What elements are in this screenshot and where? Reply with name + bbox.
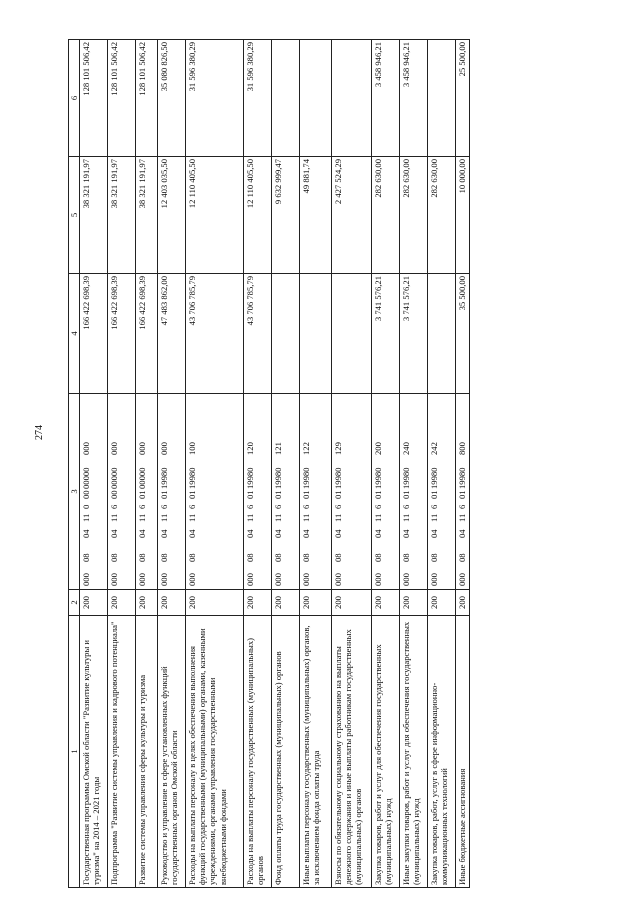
row-name: Закупка товаров, работ и услуг для обеспечения государственных (муниципальных) нужд: [372, 616, 400, 888]
column-number-row: [69, 40, 80, 888]
row-value-col6: 25 500,00: [456, 40, 470, 157]
code-part: 19980: [159, 467, 170, 489]
row-value-col5: 282 630,00: [428, 157, 456, 274]
code-part: 01: [245, 490, 256, 499]
row-value-col5: 38 321 191,97: [80, 157, 108, 274]
code-part: 6: [273, 504, 284, 509]
code-part: 242: [429, 442, 440, 455]
code-part: 19980: [245, 467, 256, 489]
column-header: 2: [69, 590, 80, 616]
row-classification-code: [136, 394, 158, 590]
row-value-col6: 128 101 506,42: [80, 40, 108, 157]
code-part: 6: [137, 504, 148, 509]
code-part: 000: [109, 442, 120, 455]
row-admin-code: 200: [136, 590, 158, 616]
code-part: 000: [401, 573, 412, 586]
code-part: 01: [401, 490, 412, 499]
column-header: 6: [69, 40, 80, 157]
row-admin-code: 200: [332, 590, 372, 616]
code-part: 0: [81, 504, 92, 509]
row-value-col6: 128 101 506,42: [136, 40, 158, 157]
row-admin-code: 200: [372, 590, 400, 616]
row-classification-code: [456, 394, 470, 590]
row-value-col6: [332, 40, 372, 157]
code-part: 19980: [333, 467, 344, 489]
code-part: 000: [81, 442, 92, 455]
row-value-col4: [428, 274, 456, 394]
table-row: [136, 40, 158, 888]
code-part: 01: [333, 490, 344, 499]
row-name: Иные выплаты персоналу государственных (муниципальных) органов, за исключением фонда оплаты труда: [300, 616, 332, 888]
code-part: 000: [273, 573, 284, 586]
code-part: 19980: [187, 467, 198, 489]
table-row: [108, 40, 136, 888]
code-part: 11: [457, 513, 468, 522]
code-part: 19980: [273, 467, 284, 489]
row-classification-code: [428, 394, 456, 590]
code-part: 08: [457, 553, 468, 562]
code-part: 08: [333, 553, 344, 562]
row-admin-code: 200: [272, 590, 300, 616]
row-value-col5: 38 321 191,97: [136, 157, 158, 274]
code-part: 11: [373, 513, 384, 522]
row-classification-code: [80, 394, 108, 590]
row-value-col5: 9 632 999,47: [272, 157, 300, 274]
row-admin-code: 200: [428, 590, 456, 616]
code-part: 19980: [457, 467, 468, 489]
code-part: 000: [333, 573, 344, 586]
code-part: 08: [401, 553, 412, 562]
code-part: 000: [245, 573, 256, 586]
code-part: 08: [137, 553, 148, 562]
code-part: 04: [373, 529, 384, 538]
code-part: 08: [373, 553, 384, 562]
row-classification-code: [158, 394, 186, 590]
page-number: 274: [34, 425, 45, 440]
code-part: 11: [273, 513, 284, 522]
code-part: 000: [457, 573, 468, 586]
code-part: 01: [273, 490, 284, 499]
row-value-col5: 12 403 035,50: [158, 157, 186, 274]
code-part: 01: [137, 490, 148, 499]
code-part: 6: [159, 504, 170, 509]
code-part: 11: [401, 513, 412, 522]
code-part: 04: [245, 529, 256, 538]
code-part: 04: [429, 529, 440, 538]
code-part: 000: [159, 573, 170, 586]
row-name: Фонд оплаты труда государственных (муниципальных) органов: [272, 616, 300, 888]
row-value-col4: [272, 274, 300, 394]
row-value-col5: 12 110 405,50: [186, 157, 244, 274]
row-name: Взносы по обязательному социальному страхованию на выплаты денежного содержания и иные выплаты работникам государственных (муниципальных) органов: [332, 616, 372, 888]
code-part: 129: [333, 442, 344, 455]
code-part: 6: [333, 504, 344, 509]
code-part: 04: [273, 529, 284, 538]
row-value-col4: 166 422 698,39: [136, 274, 158, 394]
row-name: Государственная программа Омской области "Развитие культуры и туризма" на 2014 – 2021 годы: [80, 616, 108, 888]
row-name: Закупка товаров, работ, услуг в сфере информационно-коммуникационных технологий: [428, 616, 456, 888]
row-value-col5: 282 630,00: [372, 157, 400, 274]
code-part: 000: [373, 573, 384, 586]
code-part: 00: [109, 490, 120, 499]
row-value-col6: 3 458 946,21: [372, 40, 400, 157]
code-part: 11: [429, 513, 440, 522]
table-row: [158, 40, 186, 888]
code-part: 08: [81, 553, 92, 562]
budget-table: [68, 39, 470, 888]
row-value-col4: 43 706 785,79: [186, 274, 244, 394]
row-classification-code: [272, 394, 300, 590]
row-value-col5: 2 427 524,29: [332, 157, 372, 274]
code-part: 08: [245, 553, 256, 562]
code-part: 11: [187, 513, 198, 522]
row-name: Расходы на выплаты персоналу в целях обеспечения выполнения функций государственными (муниципальными) органами, казенными учреждениями, органами управления государственными внебюджетными фондами: [186, 616, 244, 888]
table-row: [244, 40, 272, 888]
row-value-col6: 35 080 826,50: [158, 40, 186, 157]
code-part: 19980: [429, 467, 440, 489]
code-part: 11: [137, 513, 148, 522]
code-part: 120: [245, 442, 256, 455]
row-value-col5: 38 321 191,97: [108, 157, 136, 274]
rotated-table-container: [68, 40, 588, 888]
code-part: 04: [137, 529, 148, 538]
row-name: Иные бюджетные ассигнования: [456, 616, 470, 888]
table-row: [400, 40, 428, 888]
row-value-col5: 10 000,00: [456, 157, 470, 274]
code-part: 11: [109, 513, 120, 522]
row-classification-code: [332, 394, 372, 590]
code-part: 08: [429, 553, 440, 562]
code-part: 19980: [401, 467, 412, 489]
row-classification-code: [300, 394, 332, 590]
code-part: 6: [401, 504, 412, 509]
row-admin-code: 200: [108, 590, 136, 616]
row-admin-code: 200: [456, 590, 470, 616]
row-value-col4: [332, 274, 372, 394]
table-row: [80, 40, 108, 888]
code-part: 000: [109, 573, 120, 586]
column-header: 1: [69, 616, 80, 888]
row-admin-code: 200: [244, 590, 272, 616]
column-header: 5: [69, 157, 80, 274]
code-part: 000: [159, 442, 170, 455]
code-part: 08: [109, 553, 120, 562]
code-part: 19980: [301, 467, 312, 489]
row-value-col5: 12 110 405,50: [244, 157, 272, 274]
row-name: Подпрограмма "Развитие системы управления и кадрового потенциала": [108, 616, 136, 888]
table-row: [272, 40, 300, 888]
row-value-col6: 31 596 380,29: [186, 40, 244, 157]
row-admin-code: 200: [158, 590, 186, 616]
code-part: 6: [187, 504, 198, 509]
code-part: 6: [109, 504, 120, 509]
code-part: 11: [333, 513, 344, 522]
code-part: 240: [401, 442, 412, 455]
code-part: 04: [457, 529, 468, 538]
code-part: 04: [333, 529, 344, 538]
row-classification-code: [108, 394, 136, 590]
row-value-col4: 3 741 576,21: [372, 274, 400, 394]
code-part: 00000: [109, 467, 120, 489]
code-part: 00000: [81, 467, 92, 489]
code-part: 04: [159, 529, 170, 538]
code-part: 122: [301, 442, 312, 455]
row-classification-code: [244, 394, 272, 590]
row-admin-code: 200: [300, 590, 332, 616]
row-admin-code: 200: [80, 590, 108, 616]
code-part: 6: [457, 504, 468, 509]
code-part: 00000: [137, 467, 148, 489]
code-part: 08: [159, 553, 170, 562]
code-part: 04: [109, 529, 120, 538]
table-row: [300, 40, 332, 888]
row-value-col5: 282 630,00: [400, 157, 428, 274]
table-row: [456, 40, 470, 888]
code-part: 6: [245, 504, 256, 509]
code-part: 11: [301, 513, 312, 522]
code-part: 6: [301, 504, 312, 509]
code-part: 6: [429, 504, 440, 509]
code-part: 00: [81, 490, 92, 499]
code-part: 04: [81, 529, 92, 538]
code-part: 200: [373, 442, 384, 455]
row-value-col6: 3 458 946,21: [400, 40, 428, 157]
column-header: 3: [69, 394, 80, 590]
table-row: [332, 40, 372, 888]
code-part: 08: [273, 553, 284, 562]
column-header: 4: [69, 274, 80, 394]
code-part: 08: [301, 553, 312, 562]
row-value-col6: 31 596 380,29: [244, 40, 272, 157]
table-row: [428, 40, 456, 888]
row-classification-code: [400, 394, 428, 590]
code-part: 000: [187, 573, 198, 586]
code-part: 000: [301, 573, 312, 586]
code-part: 01: [429, 490, 440, 499]
code-part: 04: [187, 529, 198, 538]
row-name: Иные закупки товаров, работ и услуг для обеспечения государственных (муниципальных) нужд: [400, 616, 428, 888]
code-part: 01: [159, 490, 170, 499]
code-part: 19980: [373, 467, 384, 489]
code-part: 000: [137, 573, 148, 586]
table-row: [372, 40, 400, 888]
code-part: 100: [187, 442, 198, 455]
row-value-col6: 128 101 506,42: [108, 40, 136, 157]
code-part: 11: [81, 513, 92, 522]
row-value-col4: 166 422 698,39: [80, 274, 108, 394]
code-part: 01: [373, 490, 384, 499]
row-classification-code: [186, 394, 244, 590]
code-part: 000: [137, 442, 148, 455]
row-admin-code: 200: [400, 590, 428, 616]
row-value-col6: [428, 40, 456, 157]
code-part: 01: [301, 490, 312, 499]
row-name: Расходы на выплаты персоналу государственных (муниципальных) органов: [244, 616, 272, 888]
code-part: 11: [245, 513, 256, 522]
code-part: 04: [401, 529, 412, 538]
code-part: 800: [457, 442, 468, 455]
row-admin-code: 200: [186, 590, 244, 616]
code-part: 11: [159, 513, 170, 522]
row-value-col4: 35 500,00: [456, 274, 470, 394]
code-part: 01: [457, 490, 468, 499]
row-classification-code: [372, 394, 400, 590]
row-name: Развитие системы управления сферы культуры и туризма: [136, 616, 158, 888]
row-value-col6: [300, 40, 332, 157]
row-value-col5: 49 881,74: [300, 157, 332, 274]
row-value-col4: 166 422 698,39: [108, 274, 136, 394]
row-name: Руководство и управление в сфере установленных функций государственных органов Омской области: [158, 616, 186, 888]
code-part: 000: [81, 573, 92, 586]
code-part: 121: [273, 442, 284, 455]
table-row: [186, 40, 244, 888]
row-value-col4: 47 483 862,00: [158, 274, 186, 394]
code-part: 04: [301, 529, 312, 538]
row-value-col4: [300, 274, 332, 394]
row-value-col6: [272, 40, 300, 157]
code-part: 08: [187, 553, 198, 562]
row-value-col4: 3 741 576,21: [400, 274, 428, 394]
row-value-col4: 43 706 785,79: [244, 274, 272, 394]
code-part: 6: [373, 504, 384, 509]
code-part: 01: [187, 490, 198, 499]
code-part: 000: [429, 573, 440, 586]
